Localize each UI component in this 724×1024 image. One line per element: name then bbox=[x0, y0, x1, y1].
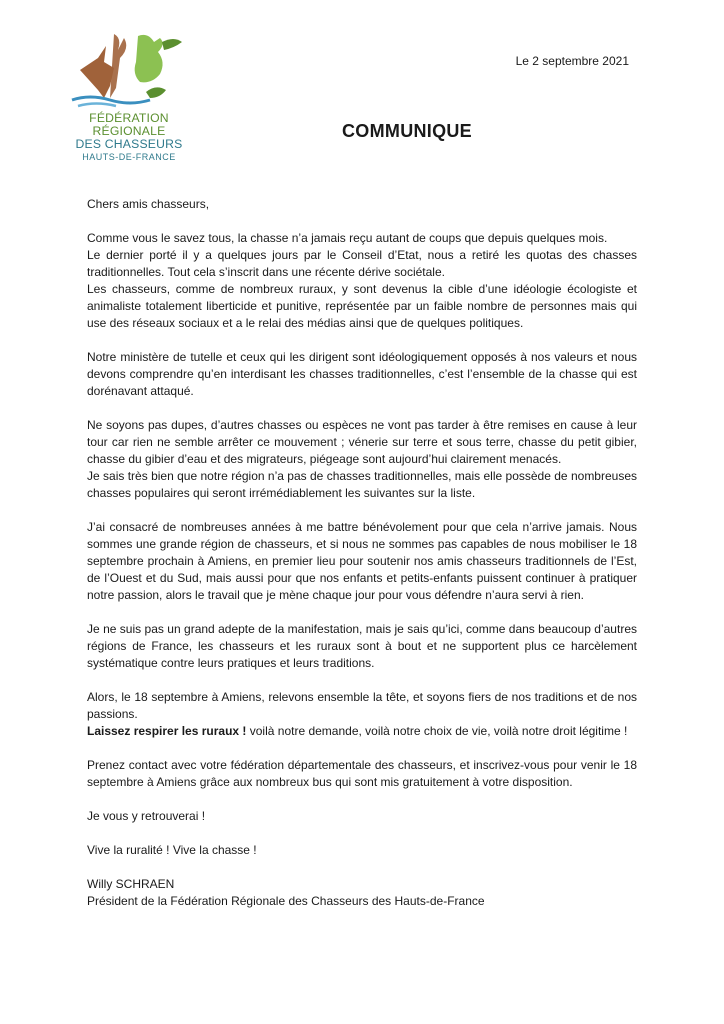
letter-date: Le 2 septembre 2021 bbox=[515, 54, 629, 68]
greeting: Chers amis chasseurs, bbox=[87, 197, 210, 211]
paragraph-3-part-1: Ne soyons pas dupes, d’autres chasses ou espèces ne vont pas tarder à être remises en cause à leur tour car rien ne semble arrêter ce mouvement ; vénerie sur terre et sous terre, chasse du petit gibier, chasse du gibier d’eau et des migrateurs, piégeage sont aujourd’hui clairement menacés. bbox=[87, 418, 637, 466]
logo-line-regionale: RÉGIONALE bbox=[92, 124, 166, 138]
logo-line-federation: FÉDÉRATION bbox=[89, 111, 169, 125]
slogan-rest: voilà notre demande, voilà notre choix de vie, voilà notre droit légitime ! bbox=[246, 724, 628, 738]
signature-title: Président de la Fédération Régionale des Chasseurs des Hauts-de-France bbox=[87, 894, 485, 908]
page-title: COMMUNIQUE bbox=[342, 121, 472, 141]
paragraph-2: Notre ministère de tutelle et ceux qui les dirigent sont idéologiquement opposés à nos valeurs et nous devons comprendre qu’en interdisant les chasses traditionnelles, c’est l’ensemble de la chasse qui est dorénavant attaqué. bbox=[87, 350, 637, 398]
paragraph-6 bbox=[87, 689, 637, 740]
slogan: Laissez respirer les ruraux ! bbox=[87, 724, 247, 738]
paragraph-4: J’ai consacré de nombreuses années à me battre bénévolement pour que cela n’arrive jamais. Nous sommes une grande région de chasseurs, et si nous ne sommes pas capables de nous mobiliser le 18 septembre prochain à Amiens, en premier lieu pour soutenir nos amis chasseurs traditionnels de l’Est, de l’Ouest et du Sud, mais aussi pour que nos enfants et petits-enfants puissent continuer à pratiquer notre passion, alors le travail que je mène chaque jour pour vous défendre n’aura servi à rien. bbox=[87, 520, 637, 602]
paragraph-7: Prenez contact avec votre fédération départementale des chasseurs, et inscrivez-vous pour venir le 18 septembre à Amiens grâce aux nombreux bus qui sont mis gratuitement à votre disposition. bbox=[87, 758, 637, 789]
paragraph-1-line-3: Les chasseurs, comme de nombreux ruraux, y sont devenus la cible d’une idéologie écologiste et animaliste totalement liberticide et punitive, représentée par un faible nombre de personnes mais qui use des réseaux sociaux et a le relai des médias ainsi que de quelques politiques. bbox=[87, 282, 637, 330]
paragraph-3 bbox=[87, 417, 637, 502]
paragraph-8: Je vous y retrouverai ! bbox=[87, 809, 206, 823]
paragraph-1-line-2: Le dernier porté il y a quelques jours par le Conseil d’Etat, nous a retiré les quotas des chasses traditionnelles. Tout cela s’inscrit dans une récente dérive sociétale. bbox=[87, 248, 637, 279]
federation-logo bbox=[70, 28, 188, 168]
paragraph-9: Vive la ruralité ! Vive la chasse ! bbox=[87, 843, 257, 857]
letter-body bbox=[87, 196, 637, 910]
logo-line-chasseurs: DES CHASSEURS bbox=[75, 137, 183, 151]
signature-name: Willy SCHRAEN bbox=[87, 877, 175, 891]
signature-block bbox=[87, 876, 637, 910]
paragraph-5: Je ne suis pas un grand adepte de la manifestation, mais je sais qu’ici, comme dans beaucoup d’autres régions de France, les chasseurs et les ruraux sont à bout et ne supportent plus ce harcèlement systématique contre leurs pratiques et leurs traditions. bbox=[87, 622, 637, 670]
paragraph-3-part-2: Je sais très bien que notre région n’a pas de chasses traditionnelles, mais elle possède de nombreuses chasses populaires qui seront irrémédiablement les suivantes sur la liste. bbox=[87, 469, 637, 500]
paragraph-6-intro: Alors, le 18 septembre à Amiens, relevons ensemble la tête, et soyons fiers de nos traditions et de nos passions. bbox=[87, 690, 637, 721]
deer-bird-logo-icon bbox=[70, 28, 188, 112]
paragraph-1 bbox=[87, 230, 637, 332]
logo-line-region: HAUTS-DE-FRANCE bbox=[82, 152, 176, 162]
paragraph-1-line-1: Comme vous le savez tous, la chasse n’a jamais reçu autant de coups que depuis quelques mois. bbox=[87, 231, 608, 245]
